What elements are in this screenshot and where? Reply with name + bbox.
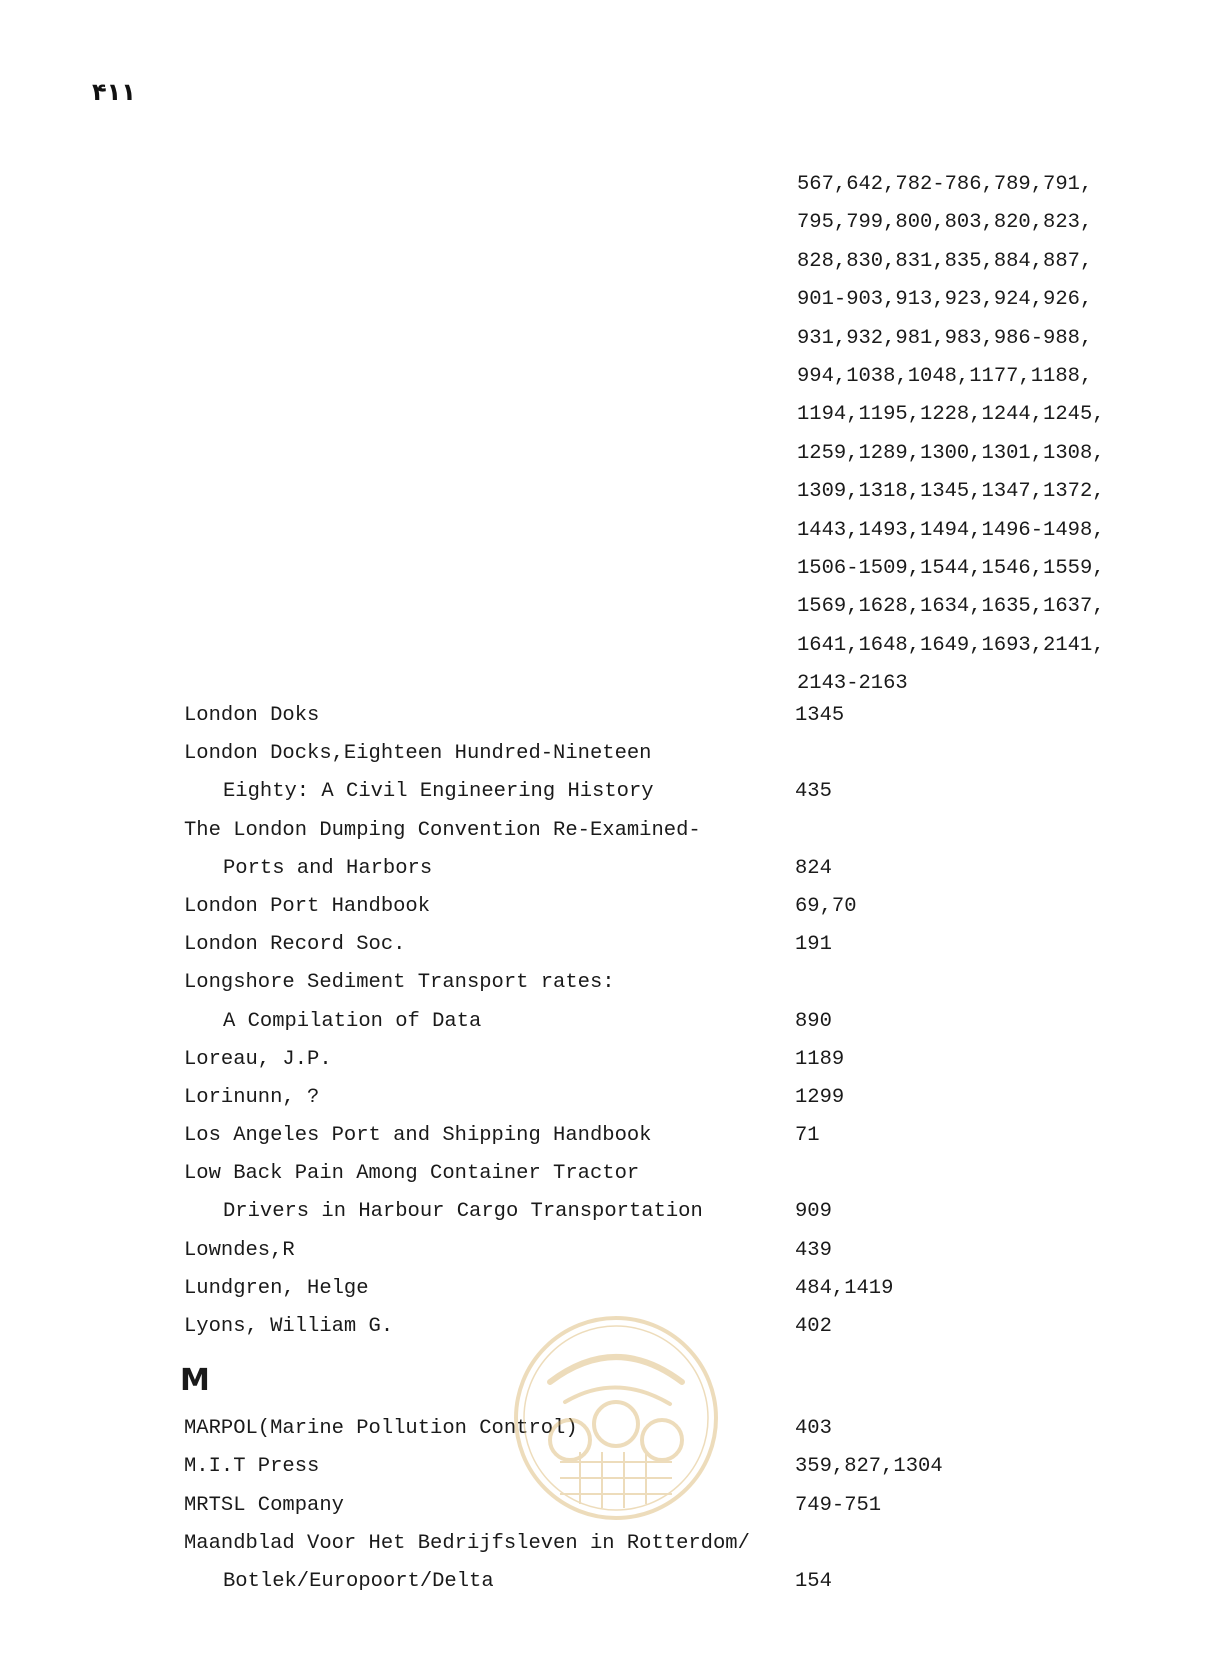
entry-pages: 909 [795, 1200, 832, 1224]
index-entry [0, 1232, 1228, 1270]
entry-pages: 824 [795, 856, 832, 880]
index-entry [0, 1155, 1228, 1193]
index-entry [0, 888, 1228, 926]
index-entry [0, 1563, 1228, 1601]
entry-pages: 749-751 [795, 1493, 882, 1517]
index-entry [0, 1487, 1228, 1525]
index-entry [0, 1041, 1228, 1079]
reference-line: 931,932,981,983,986-988, [797, 326, 1093, 350]
entry-title: Lyons, William G. [184, 1315, 394, 1338]
entry-pages: 484,1419 [795, 1276, 894, 1300]
index-entry [0, 1308, 1228, 1346]
entry-title: Botlek/Europoort/Delta [223, 1569, 494, 1593]
index-entry [0, 964, 1228, 1002]
reference-line: 901-903,913,923,924,926, [797, 288, 1093, 312]
reference-line: 994,1038,1048,1177,1188, [797, 364, 1093, 388]
index-entry [0, 1117, 1228, 1155]
reference-line: 795,799,800,803,820,823, [797, 211, 1093, 235]
entry-pages: 1189 [795, 1047, 845, 1071]
index-section-l [0, 697, 1228, 1346]
entry-title: A Compilation of Data [223, 1009, 482, 1033]
reference-line: 1443,1493,1494,1496-1498, [797, 518, 1105, 542]
reference-line: 2143-2163 [797, 672, 908, 696]
index-entry [0, 1410, 1228, 1448]
index-entry [0, 735, 1228, 773]
entry-title: London Port Handbook [184, 894, 431, 918]
index-entry [0, 926, 1228, 964]
entry-title: Drivers in Harbour Cargo Transportation [223, 1200, 703, 1224]
entry-title: Ports and Harbors [223, 856, 433, 880]
entry-pages: 890 [795, 1009, 832, 1033]
entry-title: Loreau, J.P. [184, 1047, 332, 1071]
entry-title: Eighty: A Civil Engineering History [223, 780, 654, 804]
index-entry [0, 1525, 1228, 1563]
entry-pages: 439 [795, 1238, 832, 1262]
continued-page-references [797, 166, 1105, 703]
index-section-m [0, 1410, 1228, 1601]
index-entry [0, 1193, 1228, 1231]
index-entry [0, 1079, 1228, 1117]
entry-title: Low Back Pain Among Container Tractor [184, 1162, 640, 1186]
index-entry [0, 1448, 1228, 1486]
entry-pages: 1299 [795, 1085, 845, 1109]
entry-title: London Docks,Eighteen Hundred-Nineteen [184, 742, 652, 766]
entry-title: London Doks [184, 704, 320, 727]
index-entry [0, 850, 1228, 888]
index-entry [0, 1003, 1228, 1041]
index-entry [0, 812, 1228, 850]
entry-title: London Record Soc. [184, 933, 406, 957]
entry-pages: 71 [795, 1124, 820, 1148]
entry-pages: 359,827,1304 [795, 1455, 943, 1479]
index-entries [0, 697, 1228, 1601]
reference-line: 1641,1648,1649,1693,2141, [797, 633, 1105, 657]
entry-pages: 403 [795, 1417, 832, 1441]
entry-title: M.I.T Press [184, 1455, 320, 1479]
reference-line: 828,830,831,835,884,887, [797, 249, 1093, 273]
reference-line: 1569,1628,1634,1635,1637, [797, 595, 1105, 619]
section-heading-m: M [180, 1363, 210, 1399]
reference-line: 1194,1195,1228,1244,1245, [797, 403, 1105, 427]
index-entry [0, 697, 1228, 735]
entry-pages: 402 [795, 1315, 832, 1338]
entry-title: Maandblad Voor Het Bedrijfsleven in Rotterdom/ [184, 1531, 750, 1555]
reference-line: 1259,1289,1300,1301,1308, [797, 441, 1105, 465]
page-number: ۴۱۱ [92, 78, 136, 106]
entry-title: Lundgren, Helge [184, 1276, 369, 1300]
reference-line: 1309,1318,1345,1347,1372, [797, 480, 1105, 504]
entry-title: MARPOL(Marine Pollution Control) [184, 1417, 578, 1441]
index-entry [0, 773, 1228, 811]
entry-pages: 154 [795, 1569, 832, 1593]
entry-pages: 69,70 [795, 894, 857, 918]
entry-title: Lowndes,R [184, 1238, 295, 1262]
reference-line: 1506-1509,1544,1546,1559, [797, 556, 1105, 580]
entry-title: Los Angeles Port and Shipping Handbook [184, 1124, 652, 1148]
entry-title: Longshore Sediment Transport rates: [184, 971, 615, 995]
entry-pages: 435 [795, 780, 832, 804]
entry-pages: 191 [795, 933, 832, 957]
entry-title: MRTSL Company [184, 1493, 344, 1517]
entry-title: The London Dumping Convention Re-Examined- [184, 818, 701, 842]
reference-line: 567,642,782-786,789,791, [797, 173, 1093, 196]
entry-title: Lorinunn, ? [184, 1085, 320, 1109]
entry-pages: 1345 [795, 704, 845, 727]
index-entry [0, 1270, 1228, 1308]
